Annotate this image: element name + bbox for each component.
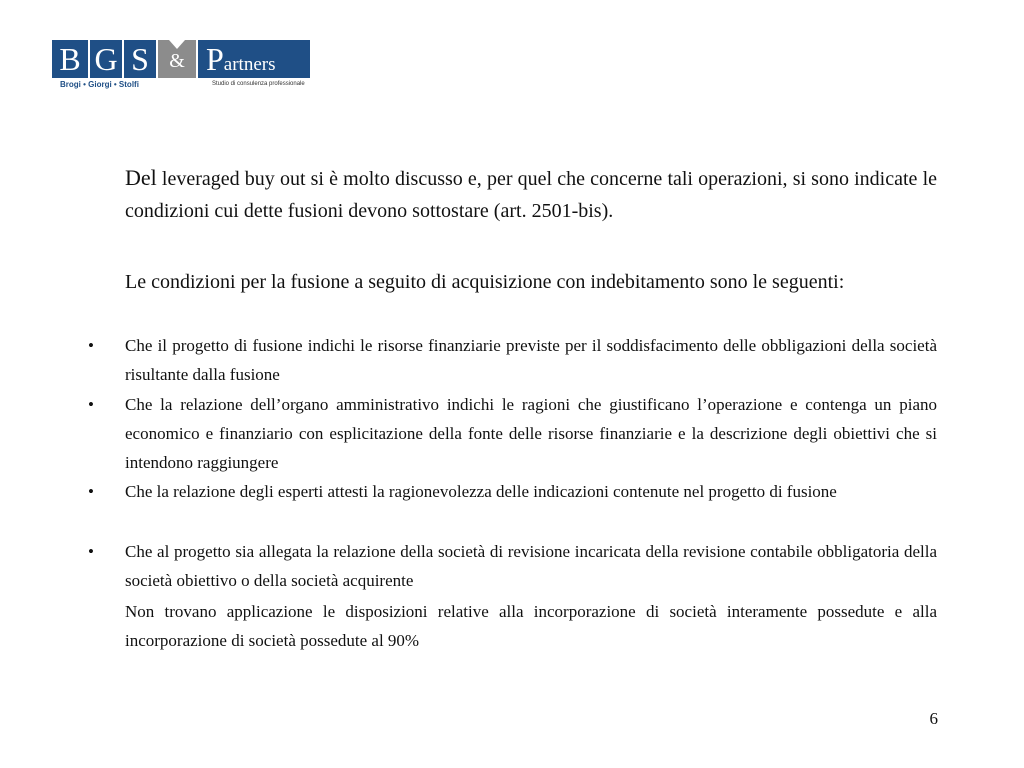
logo-notch-shape [169,40,185,49]
logo-partners [198,40,310,78]
logo-letter-b: B [52,40,90,78]
logo-partners-initial: P [206,41,224,77]
bullet-icon: • [88,395,94,414]
list-item-text: Che la relazione degli esperti attesti la ragionevolezza delle indicazioni contenute nel progetto di fusione [125,482,837,501]
logo-letter-g: G [90,40,124,78]
bullet-icon: • [88,336,94,355]
page-number: 6 [929,709,938,728]
list-item-text: Che il progetto di fusione indichi le risorse finanziarie previste per il soddisfacimento delle obbligazioni della società risultante dalla fusione [125,336,937,384]
logo-banner [52,40,310,78]
logo-tagline: Studio di consulenza professionale [212,81,305,87]
closing-paragraph: Non trovano applicazione le disposizioni relative alla incorporazione di società interamente possedute e alla incorporazione di società possedute al 90% [125,602,937,650]
intro-paragraph [125,162,937,227]
conditions-intro-paragraph: Le condizioni per la fusione a seguito di acquisizione con indebitamento sono le seguenti: [125,271,845,293]
company-logo [52,40,324,92]
intro-text: leveraged buy out si è molto discusso e, per quel che concerne tali operazioni, si sono indicate le condizioni cui dette fusioni devono sottostare (art. 2501-bis). [125,168,937,222]
bullet-icon: • [88,482,94,501]
list-item-text: Che la relazione dell’organo amministrativo indichi le ragioni che giustificano l’operazione e contenga un piano economico e finanziario con esplicitazione della fonte delle risorse finanziarie e la descrizione degli obiettivi che si intendono raggiungere [125,395,937,472]
logo-ampersand-box [158,40,198,78]
logo-letter-s: S [124,40,158,78]
logo-partners-rest: artners [223,54,276,75]
logo-founders: Brogi • Giorgi • Stolfi [60,80,139,89]
list-item-text: Che al progetto sia allegata la relazione della società di revisione incaricata della revisione contabile obbligatoria della società obiettivo o della società acquirente [125,542,937,590]
logo-ampersand: & [169,50,185,72]
intro-lead-word: Del [125,165,157,190]
bullet-icon: • [88,542,94,561]
